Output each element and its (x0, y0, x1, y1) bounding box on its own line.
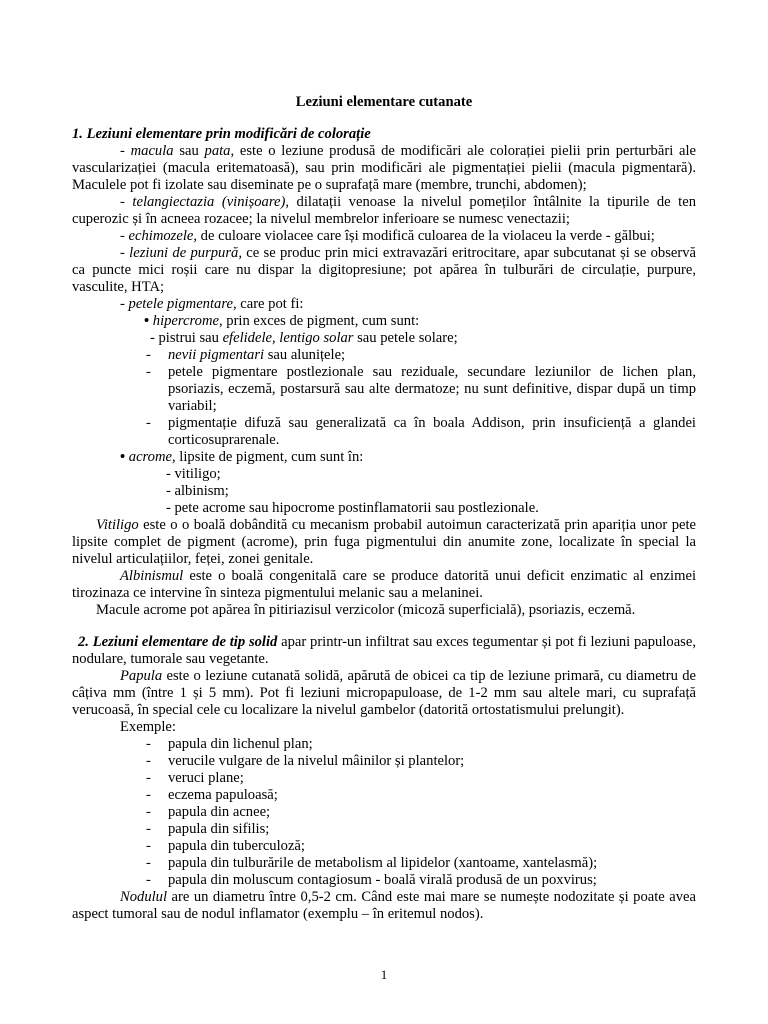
text-fragment: petele pigmentare postlezionale sau reziduale, secundare leziunilor de lichen plan, psoriazis, eczemă, postarsură sau alte dermatoze; nu sunt definitive, dispar după un timp variabil; (168, 364, 696, 414)
bullet-dash: - (120, 245, 130, 261)
list-item (72, 736, 696, 753)
list-dash: - (146, 753, 151, 769)
text-fragment: , prin exces de pigment, cum sunt: (218, 313, 420, 329)
list-dash: - (146, 804, 151, 820)
list-dash: - (146, 770, 151, 786)
paragraph-purpura (72, 245, 696, 296)
term-papula: Papula (120, 668, 163, 684)
term-pata: pata (204, 143, 231, 159)
section-1-heading: 1. Leziuni elementare prin modificări de colorație (72, 126, 371, 142)
paragraph-vitiligo (72, 517, 696, 568)
list-dash: - (146, 415, 151, 431)
term-hipercrome: hipercrome (152, 313, 219, 329)
section-2-intro (72, 634, 696, 668)
list-dash: - (146, 821, 151, 837)
paragraph-pistrui (72, 330, 696, 347)
term-echimozele: echimozele, (128, 228, 197, 244)
paragraph-macula (72, 143, 696, 194)
list-item (72, 753, 696, 770)
text-fragment: de culoare violacee care își modifică culoarea de la violaceu la verde - gălbui; (197, 228, 655, 244)
term-purpura: leziuni de purpură, (129, 245, 242, 261)
text-fragment: este o boală congenitală care se produce datorită unui deficit enzimatic al enzimei tirozinaza ce intervine în sinteza pigmentului melanic sau a melaninei. (72, 568, 696, 601)
term-acrome: acrome (128, 449, 172, 465)
page-number: 1 (380, 967, 388, 982)
text-fragment: , dilatații venoase la nivelul pomeților întâlnite la tipurile de ten cuperozic și în acneea rozacee; la nivelul membrelor inferioare se numesc venectazii; (72, 194, 696, 227)
term-petele-pigmentare: petele pigmentare (128, 296, 233, 312)
bullet-dash: - (120, 228, 129, 244)
text-fragment: pigmentație difuză sau generalizată ca în boala Addison, prin insuficiență a glandei corticosuprarenale. (168, 415, 696, 448)
text-fragment: apar printr-un infiltrat sau exces tegumentar și pot fi leziuni papuloase, nodulare, tumorale sau vegetante. (72, 634, 696, 667)
list-dash: - (146, 364, 151, 380)
term-efelidele: efelidele, lentigo solar (222, 330, 354, 346)
term-telangiectazia: telangiectazia (vinișoare) (132, 194, 286, 210)
paragraph-echimozele (72, 228, 696, 245)
list-item (72, 415, 696, 449)
term-vitiligo: Vitiligo (96, 517, 139, 533)
term-nodulul: Nodulul (120, 889, 168, 905)
list-item (72, 838, 696, 855)
text-fragment: - pistrui sau (150, 330, 223, 346)
bullet-dash: - (120, 194, 133, 210)
text-fragment: este o leziune cutanată solidă, apărută de obicei ca tip de leziune primară, cu diametru de câțiva mm (între 1 și 5 mm). Pot fi leziuni micropapuloase, de 1-2 mm sau altele mari, cu suprafață verucoasă, în special cele cu localizare la nivelul gambelor (datorită ortostatismului prelungit). (72, 668, 696, 718)
paragraph-papula (72, 668, 696, 719)
list-item (72, 821, 696, 838)
paragraph-acrome (72, 449, 696, 466)
list-item: - pete acrome sau hipocrome postinflamatorii sau postlezionale. (166, 500, 539, 516)
list-item (72, 804, 696, 821)
text-fragment: sau alunițele; (264, 347, 346, 363)
list-item: - vitiligo; (166, 466, 221, 482)
bullet-dot: • (120, 449, 129, 465)
text-fragment: verucile vulgare de la nivelul mâinilor și plantelor; (168, 753, 465, 769)
term-macula: macula (130, 143, 174, 159)
text-fragment: are un diametru între 0,5-2 cm. Când este mai mare se numește nodozitate și poate avea aspect tumoral sau de nodul inflamator (exemplu – în eritemul nodos). (72, 889, 696, 922)
list-dash: - (146, 855, 151, 871)
paragraph-macule-acrome: Macule acrome pot apărea în pitiriazisul verzicolor (micoză superficială), psoriazis, eczemă. (96, 602, 636, 618)
text-fragment: papula din tuberculoză; (168, 838, 305, 854)
text-fragment: sau petele solare; (353, 330, 458, 346)
text-fragment: papula din acnee; (168, 804, 271, 820)
term-albinismul: Albinismul (120, 568, 184, 584)
text-fragment: ce se produc prin mici extravazări eritrocitare, apar subcutanat și se observă ca puncte mici roșii care nu dispar la digitopresiune; pot apărea în tulburări de circulație, purpure, vasculite, HTA; (72, 245, 696, 295)
list-dash: - (146, 347, 151, 363)
bullet-dash: - (120, 143, 131, 159)
list-dash: - (146, 838, 151, 854)
list-item (72, 855, 696, 872)
list-item (72, 364, 696, 415)
text-fragment: veruci plane; (168, 770, 244, 786)
list-item: - albinism; (166, 483, 229, 499)
paragraph-hipercrome (72, 313, 696, 330)
text-fragment: papula din tulburările de metabolism al lipidelor (xantoame, xantelasmă); (168, 855, 598, 871)
list-dash: - (146, 787, 151, 803)
paragraph-nodulul (72, 889, 696, 923)
list-dash: - (146, 872, 151, 888)
term-nevii: nevii pigmentari (168, 347, 265, 363)
paragraph-albinism (72, 568, 696, 602)
text-fragment: papula din moluscum contagiosum - boală virală produsă de un poxvirus; (168, 872, 597, 888)
list-item (72, 770, 696, 787)
document-body (72, 94, 696, 923)
section-2-heading: 2. Leziuni elementare de tip solid (78, 634, 278, 650)
text-fragment: , care pot fi: (232, 296, 304, 312)
bullet-dot: • (144, 313, 153, 329)
text-fragment: este o o boală dobândită cu mecanism probabil autoimun caracterizată prin apariția unor pete lipsite complet de pigment (acrome), prin fuga pigmentului din anumite zone, localizate în special la nivelul articulațiilor, feței, zonei genitale. (72, 517, 696, 567)
paragraph-petele-pigmentare (72, 296, 696, 313)
bullet-dash: - (120, 296, 129, 312)
list-item (72, 872, 696, 889)
text-fragment: eczema papuloasă; (168, 787, 278, 803)
text-fragment: papula din sifilis; (168, 821, 270, 837)
text-fragment: sau (173, 143, 205, 159)
document-title: Leziuni elementare cutanate (295, 94, 473, 110)
list-item (72, 787, 696, 804)
list-item (72, 347, 696, 364)
text-fragment: , lipsite de pigment, cum sunt în: (172, 449, 364, 465)
paragraph-telangiectazia (72, 194, 696, 228)
text-fragment: , este o leziune produsă de modificări ale colorației pielii prin perturbări ale vascularizației (macula eritematoasă), sau prin modificări ale pigmentației pielii (macula pigmentară). Maculele pot fi izolate sau diseminate pe o suprafață mare (membre, trunchi, abdomen); (72, 143, 696, 193)
list-dash: - (146, 736, 151, 752)
exemple-label: Exemple: (120, 719, 176, 735)
text-fragment: papula din lichenul plan; (168, 736, 313, 752)
